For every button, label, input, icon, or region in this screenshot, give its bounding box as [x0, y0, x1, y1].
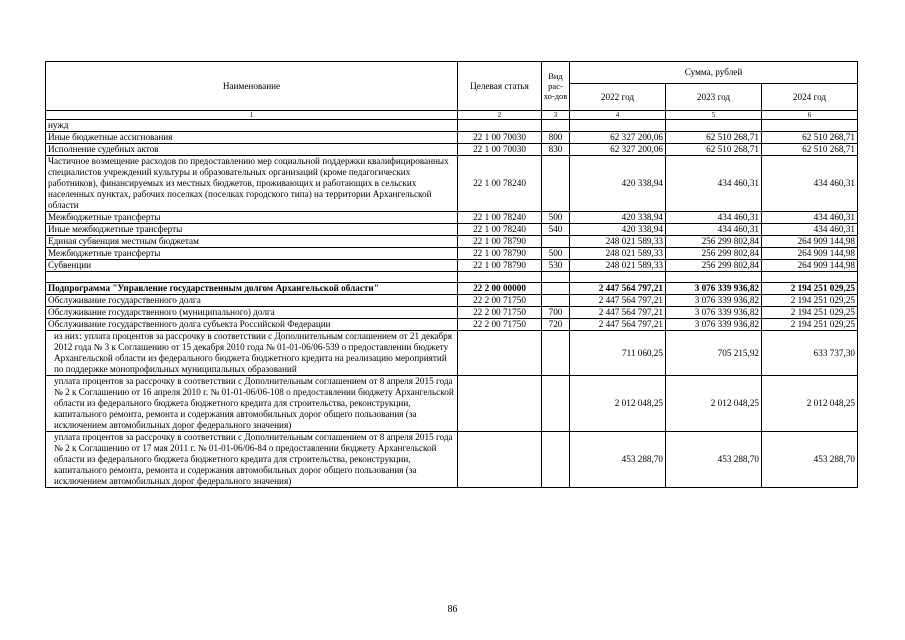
- row-2022: 420 338,94: [570, 156, 666, 212]
- row-kind: 530: [542, 260, 570, 272]
- row-2022: 711 060,25: [570, 331, 666, 376]
- header-target: Целевая статья: [458, 62, 542, 111]
- row-2022: 2 447 564 797,21: [570, 283, 666, 295]
- table-row: [46, 319, 858, 331]
- row-2024: 62 510 268,71: [762, 132, 858, 144]
- header-2023: 2023 год: [666, 84, 762, 111]
- row-kind: [542, 432, 570, 488]
- row-2023: 434 460,31: [666, 224, 762, 236]
- row-name: уплата процентов за рассрочку в соответствии с Дополнительным соглашением от 8 апреля 2015 года № 2 к Соглашению от 17 мая 2011 г. № 01-01-06/06-84 о предоставлении бюджету Архангельской области из федерального бюджета бюджетного кредита для строительства, реконструкции, капитального ремонта, ремонта и содержания автомобильных дорог общего пользования (за исключением автомобильных дорог федерального значения): [46, 432, 458, 488]
- table-row: [46, 376, 858, 432]
- column-index: 1: [46, 111, 458, 120]
- table-row: [46, 295, 858, 307]
- row-2022: 62 327 200,06: [570, 144, 666, 156]
- row-2024: 2 194 251 029,25: [762, 307, 858, 319]
- row-2024: [762, 120, 858, 132]
- row-target: 22 2 00 71750: [458, 307, 542, 319]
- row-2023: 256 299 802,84: [666, 236, 762, 248]
- table-row: [46, 132, 858, 144]
- row-target: [458, 376, 542, 432]
- row-2023: 3 076 339 936,82: [666, 319, 762, 331]
- header-kind: Вид рас-хо-дов: [542, 62, 570, 111]
- row-target: 22 2 00 71750: [458, 319, 542, 331]
- row-2022: 248 021 589,33: [570, 260, 666, 272]
- row-2022: 420 338,94: [570, 224, 666, 236]
- row-name: Обслуживание государственного долга субъекта Российской Федерации: [46, 319, 458, 331]
- row-2023: 705 215,92: [666, 331, 762, 376]
- row-kind: 800: [542, 132, 570, 144]
- column-index-row: [46, 111, 858, 120]
- row-kind: 500: [542, 212, 570, 224]
- row-2024: 264 909 144,98: [762, 236, 858, 248]
- table-row: [46, 224, 858, 236]
- row-2024: 2 194 251 029,25: [762, 295, 858, 307]
- row-2022: 248 021 589,33: [570, 236, 666, 248]
- row-kind: 830: [542, 144, 570, 156]
- row-kind: [542, 283, 570, 295]
- row-name: Иные бюджетные ассигнования: [46, 132, 458, 144]
- row-2023: 256 299 802,84: [666, 248, 762, 260]
- row-kind: [542, 295, 570, 307]
- row-name: Обслуживание государственного долга: [46, 295, 458, 307]
- row-2022: 2 012 048,25: [570, 376, 666, 432]
- row-2022: 62 327 200,06: [570, 132, 666, 144]
- table-row: [46, 120, 858, 132]
- spacer-row: [46, 272, 858, 283]
- column-index: 4: [570, 111, 666, 120]
- row-name: Межбюджетные трансферты: [46, 212, 458, 224]
- row-2023: 2 012 048,25: [666, 376, 762, 432]
- row-target: 22 2 00 71750: [458, 295, 542, 307]
- row-2022: [570, 120, 666, 132]
- row-kind: [542, 376, 570, 432]
- row-2022: 453 288,70: [570, 432, 666, 488]
- header-name: Наименование: [46, 62, 458, 111]
- row-2022: 2 447 564 797,21: [570, 295, 666, 307]
- header-sum: Сумма, рублей: [570, 62, 858, 84]
- row-2023: 434 460,31: [666, 156, 762, 212]
- row-name: из них: уплата процентов за рассрочку в соответствии с Дополнительным соглашением от 21 декабря 2012 года № 3 к Соглашению от 15 декабря 2010 года № 01-01-06/06-539 о предоставлении бюджету Архангельской области из федерального бюджета бюджетного кредита на реализацию мероприятий по поддержке монопрофильных муниципальных образований: [46, 331, 458, 376]
- row-2023: 62 510 268,71: [666, 144, 762, 156]
- column-index: 6: [762, 111, 858, 120]
- table-row: [46, 212, 858, 224]
- row-target: [458, 331, 542, 376]
- row-target: 22 1 00 78790: [458, 248, 542, 260]
- row-target: 22 2 00 00000: [458, 283, 542, 295]
- row-name: уплата процентов за рассрочку в соответствии с Дополнительным соглашением от 8 апреля 2015 года № 2 к Соглашению от 16 апреля 2010 г. № 01-01-06/06-108 о предоставлении бюджету Архангельской области из федерального бюджета бюджетного кредита для строительства, реконструкции, капитального ремонта, ремонта и содержания автомобильных дорог общего пользования (за исключением автомобильных дорог федерального значения): [46, 376, 458, 432]
- table-row: [46, 248, 858, 260]
- row-target: [458, 432, 542, 488]
- row-name: Обслуживание государственного (муниципального) долга: [46, 307, 458, 319]
- row-2022: 248 021 589,33: [570, 248, 666, 260]
- row-2024: 2 194 251 029,25: [762, 319, 858, 331]
- row-2023: 62 510 268,71: [666, 132, 762, 144]
- row-2024: 434 460,31: [762, 156, 858, 212]
- row-kind: 720: [542, 319, 570, 331]
- row-2022: 2 447 564 797,21: [570, 319, 666, 331]
- row-kind: [542, 236, 570, 248]
- row-2024: 434 460,31: [762, 224, 858, 236]
- row-2023: 3 076 339 936,82: [666, 307, 762, 319]
- budget-table: [45, 61, 858, 488]
- row-2024: 2 012 048,25: [762, 376, 858, 432]
- row-name: Единая субвенция местным бюджетам: [46, 236, 458, 248]
- row-name: Исполнение судебных актов: [46, 144, 458, 156]
- column-index: 2: [458, 111, 542, 120]
- row-2024: 264 909 144,98: [762, 260, 858, 272]
- row-2024: 62 510 268,71: [762, 144, 858, 156]
- row-2023: 256 299 802,84: [666, 260, 762, 272]
- row-name: Субвенции: [46, 260, 458, 272]
- row-2024: 264 909 144,98: [762, 248, 858, 260]
- row-name: Иные межбюджетные трансферты: [46, 224, 458, 236]
- table-row-subprogram: [46, 283, 858, 295]
- row-2022: 420 338,94: [570, 212, 666, 224]
- row-2024: 453 288,70: [762, 432, 858, 488]
- table-row: [46, 144, 858, 156]
- row-kind: 700: [542, 307, 570, 319]
- row-name: нужд: [46, 120, 458, 132]
- header-2024: 2024 год: [762, 84, 858, 111]
- row-kind: 540: [542, 224, 570, 236]
- table-row: [46, 331, 858, 376]
- row-2024: 434 460,31: [762, 212, 858, 224]
- row-2023: [666, 120, 762, 132]
- page-number: 86: [447, 604, 458, 615]
- row-2022: 2 447 564 797,21: [570, 307, 666, 319]
- row-name: Частичное возмещение расходов по предоставлению мер социальной поддержки квалифицированных специалистов учреждений культуры и образовательных организаций (кроме педагогических работников), финансируемых из местных бюджетов, проживающих и работающих в сельских населенных пунктах, рабочих поселках (поселках городского типа) на территории Архангельской области: [46, 156, 458, 212]
- row-kind: [542, 156, 570, 212]
- column-index: 3: [542, 111, 570, 120]
- row-target: 22 1 00 78240: [458, 224, 542, 236]
- row-target: 22 1 00 78790: [458, 260, 542, 272]
- row-2023: 434 460,31: [666, 212, 762, 224]
- row-target: 22 1 00 78240: [458, 156, 542, 212]
- row-2023: 3 076 339 936,82: [666, 295, 762, 307]
- row-name: Межбюджетные трансферты: [46, 248, 458, 260]
- row-target: 22 1 00 70030: [458, 144, 542, 156]
- row-kind: [542, 120, 570, 132]
- row-target: 22 1 00 70030: [458, 132, 542, 144]
- table-row: [46, 307, 858, 319]
- row-kind: 500: [542, 248, 570, 260]
- row-target: 22 1 00 78790: [458, 236, 542, 248]
- row-2023: 3 076 339 936,82: [666, 283, 762, 295]
- table-row: [46, 432, 858, 488]
- row-name: Подпрограмма "Управление государственным долгом Архангельской области": [46, 283, 458, 295]
- table-row: [46, 260, 858, 272]
- header-2022: 2022 год: [570, 84, 666, 111]
- row-kind: [542, 331, 570, 376]
- column-index: 5: [666, 111, 762, 120]
- table-row: [46, 156, 858, 212]
- row-2023: 453 288,70: [666, 432, 762, 488]
- row-target: 22 1 00 78240: [458, 212, 542, 224]
- table-row: [46, 236, 858, 248]
- row-2024: 633 737,30: [762, 331, 858, 376]
- row-target: [458, 120, 542, 132]
- row-2024: 2 194 251 029,25: [762, 283, 858, 295]
